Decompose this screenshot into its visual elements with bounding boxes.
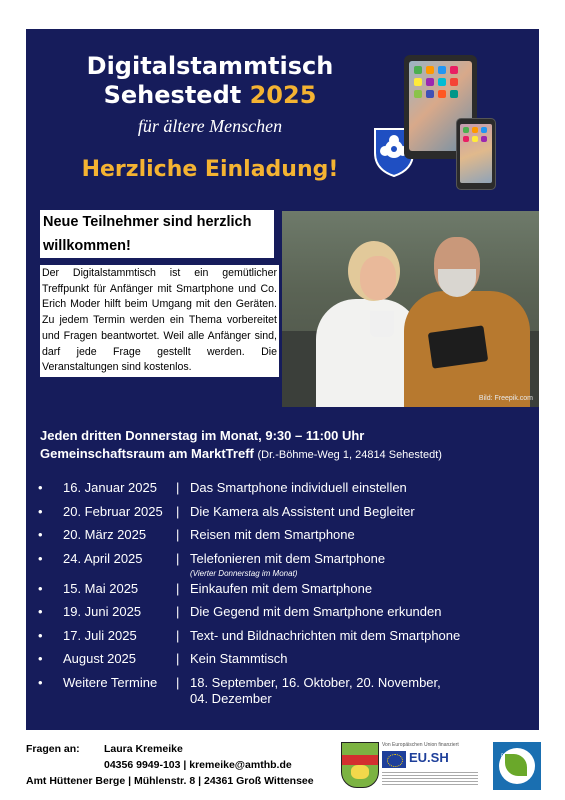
eu-caption: Von Europäischen Union finanziert: [382, 742, 459, 748]
schedule-date: Weitere Termine: [63, 674, 158, 690]
schedule-topic: Die Gegend mit dem Smartphone erkunden: [190, 604, 442, 619]
list-item: • 19. Juni 2025 | Die Gegend mit dem Smartphone erkunden: [38, 604, 518, 628]
photo-credit: Bild: Freepik.com: [478, 395, 533, 402]
schedule-date: 20. März 2025: [63, 527, 147, 542]
bullet-icon: •: [38, 550, 43, 566]
contact-label: Fragen an:: [26, 743, 80, 755]
smartphone-illustration-icon: [456, 118, 496, 190]
intro-paragraph: Der Digitalstammtisch ist ein gemütlicher Treffpunkt für Anfänger mit Smartphone und Co. Erich Moder hilft beim Umgang mit den Geräten. Zu jedem Termin werden ein Thema vorbereitet und Fragen beantwortet. Weil alle Anfänger sind, darf jede Frage gestellt werden. Die Veranstaltungen sind kostenlos.: [40, 265, 279, 377]
eu-sh-text: EU.SH: [409, 750, 449, 765]
bullet-icon: •: [38, 527, 43, 542]
list-item: • 17. Juli 2025 | Text- und Bildnachrichten mit dem Smartphone: [38, 628, 518, 652]
meeting-venue: Gemeinschaftsraum am MarktTreff: [40, 446, 254, 461]
schedule-date: 17. Juli 2025: [63, 627, 137, 643]
schedule-date: 16. Januar 2025: [63, 480, 157, 495]
list-item: • 15. Mai 2025 | Einkaufen mit dem Smartphone: [38, 581, 518, 605]
schedule-note: (Vierter Donnerstag im Monat): [190, 568, 298, 578]
district-crest-icon: [341, 742, 379, 788]
list-item: • August 2025 | Kein Stammtisch: [38, 651, 518, 675]
title-place: Sehestedt: [103, 81, 242, 109]
schedule-topic: Das Smartphone individuell einstellen: [190, 480, 407, 495]
schedule-date: 24. April 2025: [63, 550, 143, 566]
seniors-photo: [282, 211, 539, 407]
schedule-date: 15. Mai 2025: [63, 580, 139, 596]
flyer-subtitle: für ältere Menschen: [137, 116, 283, 136]
welcome-heading: [40, 210, 274, 258]
office-address: Amt Hüttener Berge | Mühlenstr. 8 | 24361 Groß Wittensee: [26, 775, 314, 787]
welcome-heading-line1: Neue Teilnehmer sind herzlich: [43, 214, 252, 230]
contact-name: Laura Kremeike: [104, 743, 183, 755]
schedule-topic: Text- und Bildnachrichten mit dem Smartphone: [190, 627, 461, 643]
schedule-date: August 2025: [63, 651, 137, 666]
schedule-topic: Kein Stammtisch: [190, 651, 288, 666]
invitation-heading: Herzliche Einladung!: [81, 157, 339, 182]
schedule-topic-line1: 18. September, 16. Oktober, 20. November,: [190, 674, 441, 690]
schedule-topic: Reisen mit dem Smartphone: [190, 527, 355, 542]
bullet-icon: •: [38, 651, 43, 666]
list-item: • 16. Januar 2025 | Das Smartphone individuell einstellen: [38, 480, 518, 504]
list-item: • 24. April 2025 | Telefonieren mit dem Smartphone (Vierter Donnerstag im Monat): [38, 551, 518, 581]
bullet-icon: •: [38, 503, 43, 519]
list-item: • Weitere Termine | 18. September, 16. Oktober, 20. November, 04. Dezember: [38, 675, 518, 711]
bullet-icon: •: [38, 480, 43, 495]
leader-logo-icon: [493, 742, 541, 790]
bullet-icon: •: [38, 627, 43, 643]
schedule-topic: Telefonieren mit dem Smartphone: [190, 550, 386, 566]
meeting-address: (Dr.-Böhme-Weg 1, 24814 Sehestedt): [257, 449, 442, 461]
flyer-title: Digitalstammtisch: [86, 52, 334, 80]
list-item: • 20. März 2025 | Reisen mit dem Smartphone: [38, 527, 518, 551]
flyer-title-line2: [50, 81, 370, 109]
eu-funding-logo-icon: [382, 742, 480, 788]
bullet-icon: •: [38, 604, 43, 619]
contact-details[interactable]: 04356 9949-103 | kremeike@amthb.de: [104, 759, 292, 771]
schedule-date: 19. Juni 2025: [63, 604, 142, 619]
schedule-topic: [190, 675, 520, 707]
leader-text: LEADER: [501, 752, 508, 774]
meeting-place: [40, 445, 442, 464]
schedule-topic: Einkaufen mit dem Smartphone: [190, 580, 373, 596]
schedule-list: [38, 480, 518, 711]
schedule-topic: Die Kamera als Assistent und Begleiter: [190, 503, 415, 519]
meeting-time: Jeden dritten Donnerstag im Monat, 9:30 – 11:00 Uhr: [40, 428, 365, 443]
title-year: 2025: [249, 81, 317, 109]
bullet-icon: •: [38, 580, 43, 596]
schedule-date: 20. Februar 2025: [63, 503, 163, 519]
welcome-heading-line2: willkommen!: [43, 238, 131, 254]
schedule-topic-line2: 04. Dezember: [190, 690, 272, 706]
bullet-icon: •: [38, 674, 43, 690]
list-item: • 20. Februar 2025 | Die Kamera als Assistent und Begleiter: [38, 504, 518, 528]
